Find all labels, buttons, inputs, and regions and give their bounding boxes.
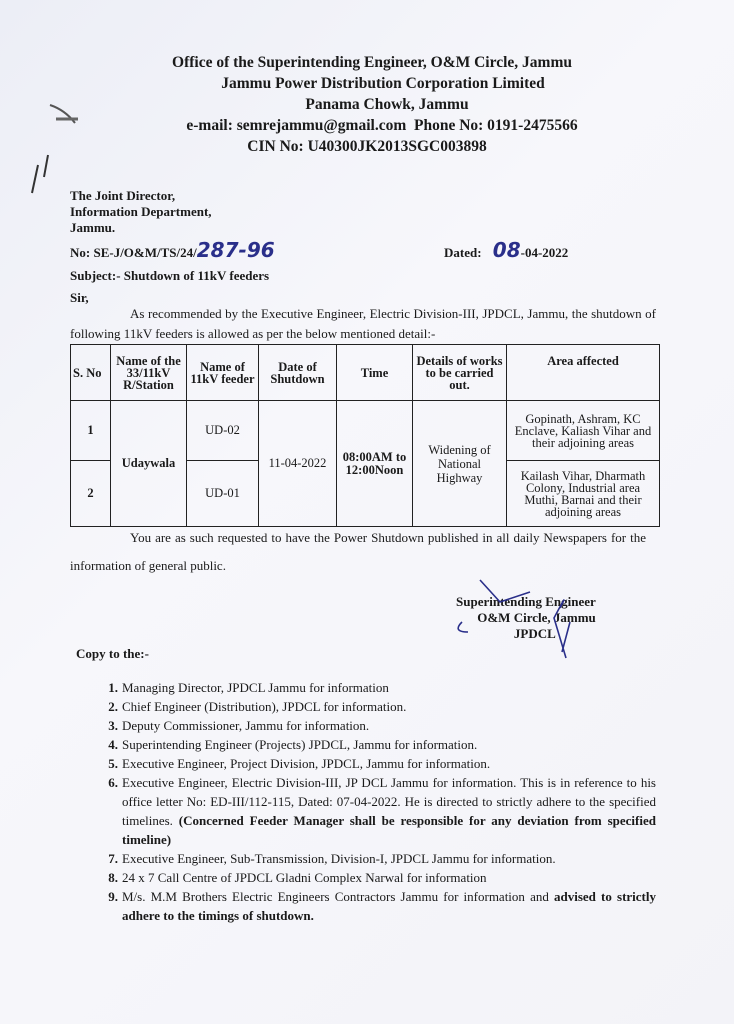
list-item: 1. Managing Director, JPDCL Jammu for information bbox=[108, 680, 389, 695]
list-item: 2. Chief Engineer (Distribution), JPDCL for information. bbox=[108, 699, 407, 714]
signature-circle: O&M Circle, Jammu bbox=[477, 610, 596, 625]
date-cell: 11-04-2022 bbox=[259, 401, 337, 527]
col-date: Date of Shutdown bbox=[259, 345, 337, 401]
recipient-line-2: Information Department, bbox=[70, 204, 212, 219]
list-item: 6. Executive Engineer, Electric Division-III, JP DCL Jammu for information. This is in reference to his office letter No: ED-III/112-115, Dated: 07-04-2022. He is directed to strictly adhere to the specified timelines. (Concerned Feeder Manager shall be responsible for any deviation from specified timeline) bbox=[108, 775, 656, 847]
list-item: 4. Superintending Engineer (Projects) JPDCL, Jammu for information. bbox=[108, 737, 478, 752]
list-item: 5. Executive Engineer, Project Division, JPDCL, Jammu for information. bbox=[108, 756, 491, 771]
date-rest: -04-2022 bbox=[520, 245, 569, 260]
cin-line: CIN No: U40300JK2013SGC003898 bbox=[247, 138, 487, 155]
request-paragraph: You are as such requested to have the Power Shutdown published in all daily Newspapers for the information of general public. bbox=[70, 530, 646, 573]
list-item: 3. Deputy Commissioner, Jammu for information. bbox=[108, 718, 370, 733]
col-works: Details of works to be carried out. bbox=[413, 345, 507, 401]
salutation: Sir, bbox=[70, 290, 89, 305]
date-handwritten-day: 08 bbox=[492, 238, 521, 262]
recipient-line-3: Jammu. bbox=[70, 220, 116, 235]
list-item: 9. M/s. M.M Brothers Electric Engineers Contractors Jammu for information and advised to strictly adhere to the timings of shutdown. bbox=[108, 889, 656, 923]
col-area: Area affected bbox=[507, 345, 660, 401]
date-label: Dated: bbox=[444, 245, 482, 260]
row-sno: 2 bbox=[71, 461, 111, 527]
row-area: Kailash Vihar, Dharmath Colony, Industrial area Muthi, Barnai and their adjoining areas bbox=[507, 461, 660, 527]
col-feeder: Name of 11kV feeder bbox=[187, 345, 259, 401]
contact-line: e-mail: semrejammu@gmail.com Phone No: 0191-2475566 bbox=[186, 117, 578, 134]
col-time: Time bbox=[337, 345, 413, 401]
letterhead bbox=[0, 52, 734, 157]
signature-org: JPDCL bbox=[513, 626, 556, 641]
date-line bbox=[444, 238, 568, 262]
row-feeder: UD-02 bbox=[187, 401, 259, 461]
recipient-line-1: The Joint Director, bbox=[70, 188, 176, 203]
list-item: 7. Executive Engineer, Sub-Transmission, Division-I, JPDCL Jammu for information. bbox=[108, 851, 556, 866]
row-sno: 1 bbox=[71, 401, 111, 461]
col-sno: S. No bbox=[71, 345, 111, 401]
ref-label: No: SE-J/O&M/TS/24/ bbox=[70, 245, 197, 260]
office-address: Panama Chowk, Jammu bbox=[305, 96, 469, 113]
col-station: Name of the 33/11kV R/Station bbox=[111, 345, 187, 401]
shutdown-table bbox=[70, 344, 660, 527]
intro-paragraph: As recommended by the Executive Engineer, Electric Division-III, JPDCL, Jammu, the shutdown of following 11kV feeders is allowed as per the below mentioned detail:- bbox=[70, 306, 656, 341]
office-title: Office of the Superintending Engineer, O&M Circle, Jammu bbox=[172, 54, 572, 71]
ref-handwritten-number: 287-96 bbox=[196, 238, 275, 262]
signature-title: Superintending Engineer bbox=[456, 594, 596, 609]
list-item: 8. 24 x 7 Call Centre of JPDCL Gladni Complex Narwal for information bbox=[108, 870, 487, 885]
reference-number bbox=[70, 238, 275, 262]
table-row bbox=[71, 401, 660, 461]
copy-to-heading: Copy to the:- bbox=[76, 646, 149, 661]
copy-list bbox=[96, 678, 656, 925]
station-cell: Udaywala bbox=[111, 401, 187, 527]
row-feeder: UD-01 bbox=[187, 461, 259, 527]
row-area: Gopinath, Ashram, KC Enclave, Kaliash Vihar and their adjoining areas bbox=[507, 401, 660, 461]
time-cell: 08:00AM to 12:00Noon bbox=[337, 401, 413, 527]
works-cell: Widening of National Highway bbox=[413, 401, 507, 527]
recipient-block bbox=[70, 188, 212, 236]
subject-line: Subject:- Shutdown of 11kV feeders bbox=[70, 268, 270, 283]
company-name: Jammu Power Distribution Corporation Limited bbox=[221, 75, 545, 92]
signature-scribble bbox=[440, 572, 600, 662]
